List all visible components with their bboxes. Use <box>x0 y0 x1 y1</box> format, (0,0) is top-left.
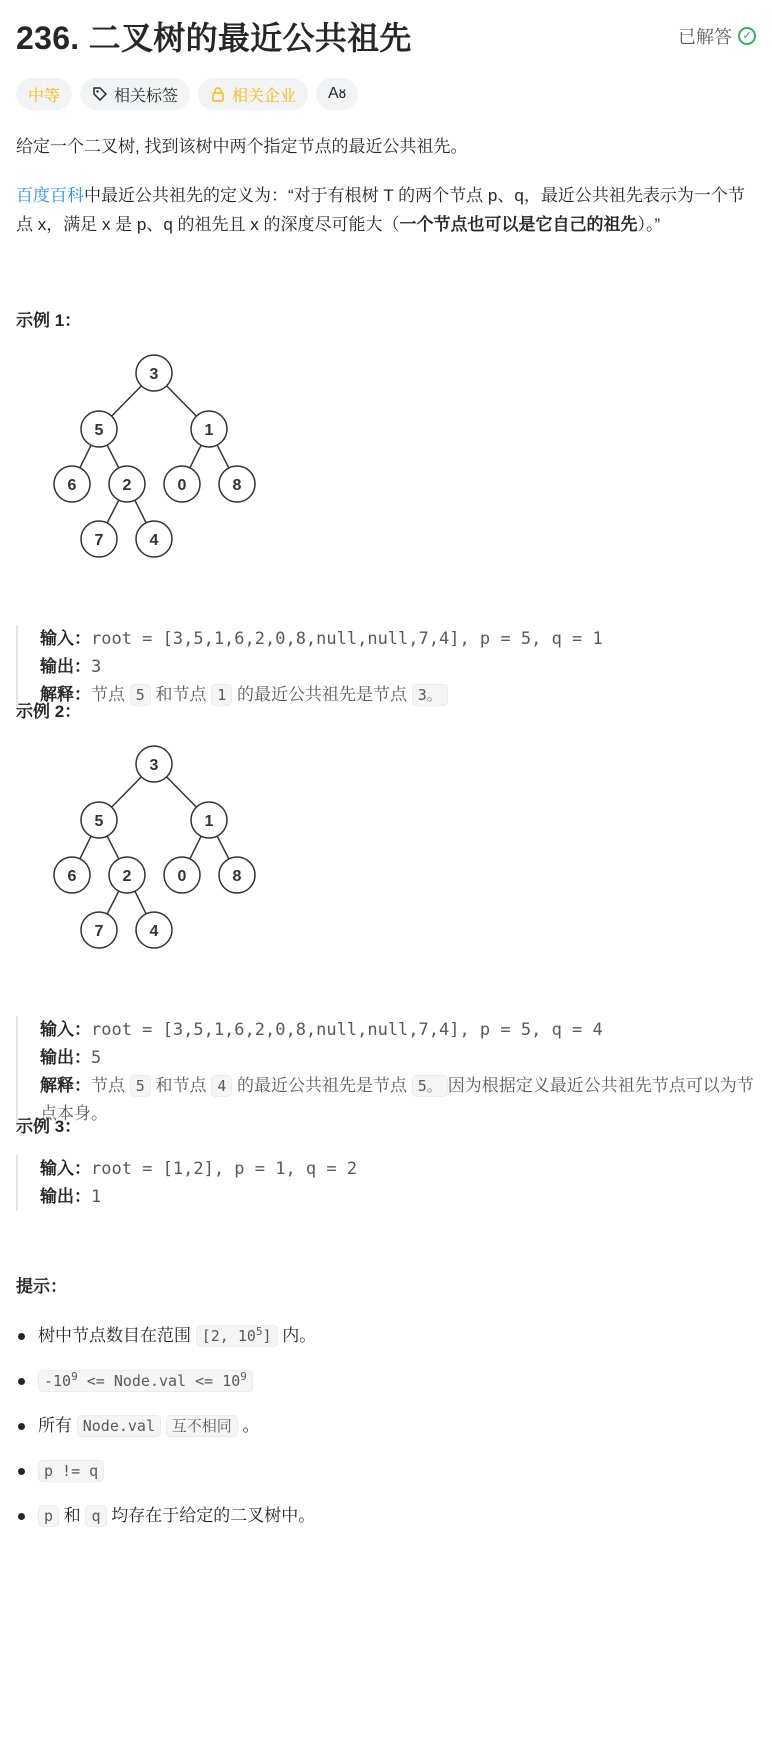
title-row <box>16 12 756 60</box>
example-3-input-line <box>40 1155 756 1183</box>
translate-button[interactable] <box>316 78 358 110</box>
explain-text: 节点 <box>91 685 130 704</box>
superscript: 9 <box>240 1370 247 1383</box>
explain-text: 的最近公共祖先是节点 <box>232 685 412 704</box>
output-label: 输出： <box>40 1048 91 1067</box>
example-1-title: 示例 1： <box>16 311 82 330</box>
constraint-item <box>16 1413 756 1439</box>
inline-code: 3。 <box>412 684 448 706</box>
tree-node-label: 3 <box>149 366 159 383</box>
inline-code: q <box>85 1505 106 1527</box>
constraints-section <box>16 1272 756 1548</box>
example-3 <box>16 1112 756 1211</box>
constraint-item <box>16 1458 756 1484</box>
tree-node-label: 6 <box>67 477 77 494</box>
tree-edge <box>80 445 91 468</box>
explain-label: 解释： <box>40 1076 91 1095</box>
code-text: -10 <box>44 1372 72 1390</box>
constraint-item <box>16 1323 756 1349</box>
solved-status <box>678 23 756 49</box>
example-3-output: 1 <box>91 1187 102 1207</box>
inline-code: 5。 <box>412 1075 448 1097</box>
tree-node-label: 2 <box>122 477 132 494</box>
tree-node-label: 5 <box>94 813 104 830</box>
example-2 <box>16 697 756 1127</box>
inline-code: p != q <box>38 1460 104 1482</box>
tag-bar <box>16 78 756 110</box>
tree-node-label: 0 <box>177 477 187 494</box>
tree-edge <box>167 777 197 807</box>
tree-node-label: 8 <box>232 868 242 885</box>
tree-node-label: 7 <box>94 532 104 549</box>
example-1-input: root = [3,5,1,6,2,0,8,null,null,7,4], p = 5, q = 1 <box>91 629 603 649</box>
companies-tag-button[interactable] <box>198 78 308 110</box>
tree-node-label: 7 <box>94 923 104 940</box>
companies-tag-label: 相关企业 <box>232 87 297 105</box>
topics-tag-label: 相关标签 <box>114 87 179 105</box>
code-text: [2, 10 <box>201 1327 256 1345</box>
constraint-item <box>16 1368 756 1394</box>
constraint-text: 和 <box>59 1506 86 1525</box>
constraints-title: 提示： <box>16 1277 67 1296</box>
code-text: ] <box>262 1327 272 1345</box>
example-2-tree-diagram <box>16 734 276 989</box>
baidu-baike-link[interactable]: 百度百科 <box>16 186 84 205</box>
tree-edge <box>107 500 119 523</box>
tree-edge <box>190 836 201 859</box>
constraint-text: 所有 <box>38 1416 77 1435</box>
constraints-list <box>16 1323 756 1529</box>
difficulty-tag[interactable]: 中等 <box>16 78 72 110</box>
tree-edge <box>217 445 229 468</box>
constraint-text: 树中节点数目在范围 <box>38 1326 196 1345</box>
input-label: 输入： <box>40 1020 91 1039</box>
inline-code <box>196 1325 278 1347</box>
explain-text: 和节点 <box>150 1076 212 1095</box>
tree-edge <box>167 386 197 416</box>
example-3-block <box>16 1155 756 1211</box>
tree-node-label: 4 <box>149 532 159 549</box>
tree-edge <box>107 836 119 859</box>
example-1-input-line <box>40 625 756 653</box>
example-1 <box>16 306 756 709</box>
translate-icon: Aᴕ <box>328 85 347 102</box>
problem-title: 236. 二叉树的最近公共祖先 <box>16 20 412 56</box>
tree-edge <box>107 445 119 468</box>
definition-bold-text: 一个节点也可以是它自己的祖先 <box>399 215 638 234</box>
example-2-input-line <box>40 1016 756 1044</box>
tree-edge <box>135 891 146 914</box>
tree-node-label: 1 <box>204 813 214 830</box>
example-2-input: root = [3,5,1,6,2,0,8,null,null,7,4], p = 5, q = 4 <box>91 1020 603 1040</box>
example-2-output: 5 <box>91 1048 102 1068</box>
topics-tag-button[interactable] <box>80 78 190 110</box>
tree-edge <box>80 836 91 859</box>
solved-label: 已解答 <box>678 27 732 47</box>
check-circle-icon: ✓ <box>738 27 756 45</box>
constraint-item <box>16 1503 756 1529</box>
tree-node-label: 1 <box>204 422 214 439</box>
example-2-block <box>16 1016 756 1127</box>
inline-code: 5 <box>130 1075 151 1097</box>
example-1-output-line <box>40 653 756 681</box>
tree-edge <box>217 836 229 859</box>
explain-text: 节点 <box>91 1076 130 1095</box>
example-3-title: 示例 3： <box>16 1117 82 1136</box>
tree-edge <box>112 386 142 416</box>
explain-text: 因为根据定义最近公共祖先节点可以为节点本身。 <box>40 1076 754 1123</box>
inline-code: 5 <box>130 684 151 706</box>
tree-node-label: 5 <box>94 422 104 439</box>
explain-text: 的最近公共祖先是节点 <box>232 1076 412 1095</box>
explain-label: 解释： <box>40 685 91 704</box>
constraint-text: 。 <box>237 1416 260 1435</box>
tree-node-label: 3 <box>149 757 159 774</box>
input-label: 输入： <box>40 1159 91 1178</box>
tree-edge <box>190 445 201 468</box>
tree-node-label: 2 <box>122 868 132 885</box>
example-2-title: 示例 2： <box>16 702 82 721</box>
example-3-output-line <box>40 1183 756 1211</box>
output-label: 输出： <box>40 1187 91 1206</box>
tree-edge <box>107 891 119 914</box>
constraint-text: 均存在于给定的二叉树中。 <box>106 1506 316 1525</box>
inline-code: p <box>38 1505 59 1527</box>
superscript: 9 <box>71 1370 78 1383</box>
input-label: 输入： <box>40 629 91 648</box>
example-1-tree-diagram <box>16 343 276 598</box>
tree-edge <box>112 777 142 807</box>
tree-node-label: 8 <box>232 477 242 494</box>
tree-node-label: 4 <box>149 923 159 940</box>
description-paragraph-2 <box>16 181 756 239</box>
definition-end-text: ）。” <box>637 215 661 234</box>
inline-code: 互不相同 <box>166 1415 238 1437</box>
lock-icon <box>210 86 226 102</box>
tree-node-label: 6 <box>67 868 77 885</box>
description-paragraph-1: 给定一个二叉树, 找到该树中两个指定节点的最近公共祖先。 <box>16 137 468 156</box>
code-text: <= Node.val <= 10 <box>77 1372 241 1390</box>
tree-node-label: 0 <box>177 868 187 885</box>
tree-edge <box>135 500 146 523</box>
example-1-output: 3 <box>91 657 102 677</box>
example-2-output-line <box>40 1044 756 1072</box>
inline-code <box>38 1370 253 1392</box>
constraint-text: 内。 <box>277 1326 317 1345</box>
inline-code: 4 <box>211 1075 232 1097</box>
superscript: 5 <box>255 1325 263 1338</box>
tag-icon <box>92 86 108 102</box>
inline-code: Node.val <box>77 1415 161 1437</box>
explain-text: 和节点 <box>150 685 212 704</box>
output-label: 输出： <box>40 657 91 676</box>
example-3-input: root = [1,2], p = 1, q = 2 <box>91 1159 358 1179</box>
inline-code: 1 <box>211 684 232 706</box>
definition-text: 中最近公共祖先的定义为：“对于有根树 T 的两个节点 p、q，最近公共祖先表示为一个节点 x，满足 x 是 p、q 的祖先且 x 的深度尽可能大（ <box>16 186 745 234</box>
